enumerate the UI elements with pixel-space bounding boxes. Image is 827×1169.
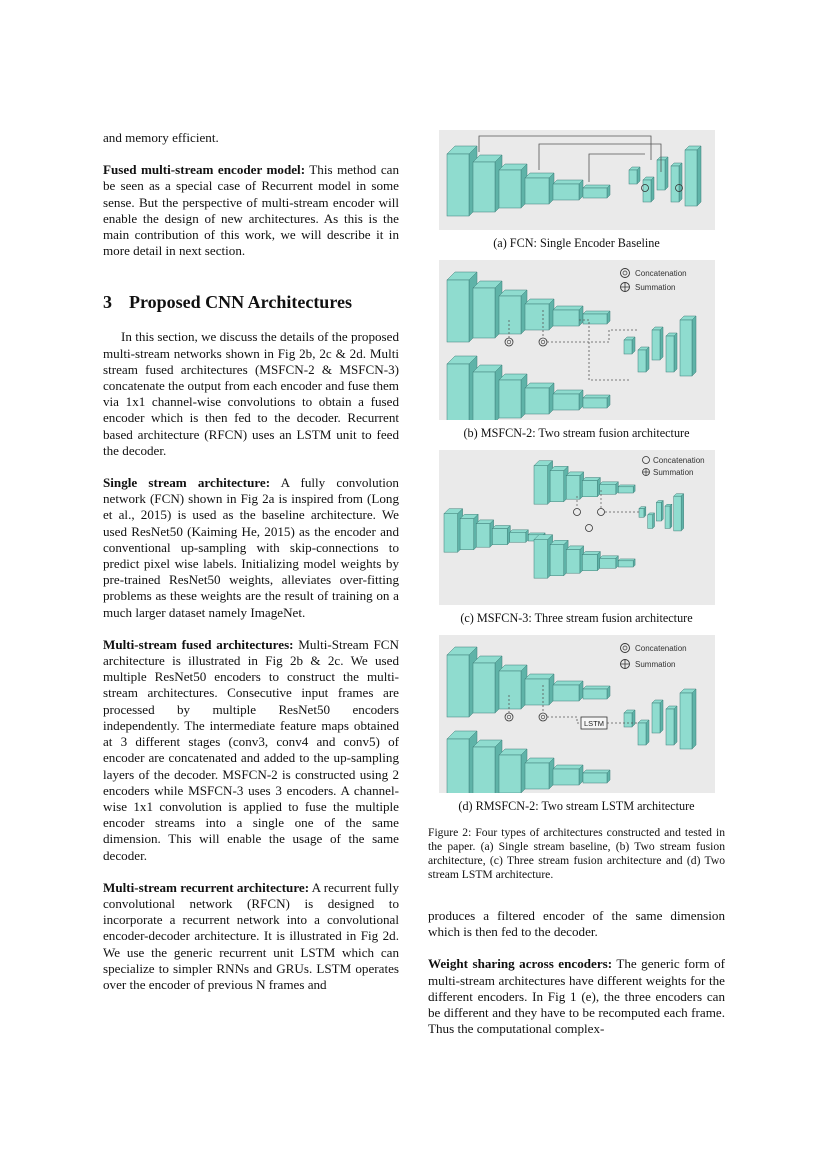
layer-block	[638, 347, 649, 372]
legend-concatenation-label: Concatenation	[634, 269, 687, 278]
para-body: A fully convolution network (FCN) shown in Fig 2a is inspired from (Long et al., 2015) is used as the baseline architecture. We used ResNet50 (Kaiming He, 2015) as the encoder and conventional up-sampling with skip-connections to predict pixel wise labels. Initializing model weights by pre-trained ResNet50 weights, alleviates over-fitting problems as these weights are the result of training on a much larger dataset namely ImageNet.	[103, 475, 399, 620]
layer-block	[499, 665, 527, 709]
layer-block	[553, 681, 583, 701]
layer-block	[447, 647, 477, 717]
layer-block	[499, 749, 527, 793]
subcaption-d: (d) RMSFCN-2: Two stream LSTM architecture	[458, 799, 695, 813]
layer-block	[447, 146, 477, 216]
layer-block	[447, 731, 477, 793]
subcaption-c: (c) MSFCN-3: Three stream fusion architecture	[460, 611, 693, 625]
layer-block	[657, 157, 668, 190]
layer-block	[553, 765, 583, 785]
para-produces-filtered: produces a filtered encoder of the same dimension which is then fed to the decoder.	[428, 908, 725, 940]
layer-block	[447, 356, 477, 420]
para-multi-stream-recurrent	[103, 880, 399, 993]
layer-block	[583, 686, 610, 699]
layer-block	[473, 740, 502, 793]
para-heading: Multi-stream fused architectures:	[103, 636, 294, 652]
layer-block	[447, 272, 477, 342]
legend-summation-label: Summation	[652, 468, 693, 477]
layer-block	[509, 530, 528, 542]
layer-block	[583, 770, 610, 783]
layer-block	[525, 299, 554, 330]
layer-block	[582, 552, 600, 571]
right-column	[428, 130, 725, 1037]
layer-block	[618, 485, 635, 493]
layer-block	[499, 290, 527, 334]
layer-block	[553, 306, 583, 326]
para-body: This method can be seen as a special case of Recurrent model in some sense. But the perspective of multi-stream encoder will enable the design of new architectures. As this is the main contribution of this work, we will describe it in more detail in next section.	[103, 162, 399, 259]
layer-block	[582, 478, 600, 497]
layer-block	[665, 504, 672, 528]
layer-block	[525, 383, 554, 414]
layer-block	[525, 674, 554, 705]
layer-block	[666, 706, 677, 745]
layer-block	[553, 180, 583, 200]
lstm-label: LSTM	[583, 719, 604, 728]
layer-block	[473, 155, 502, 212]
para-heading: Single stream architecture:	[103, 475, 271, 491]
diagram-fcn	[439, 130, 715, 230]
layer-block	[652, 327, 663, 360]
layer-block	[656, 501, 663, 521]
para-weight-sharing	[428, 956, 725, 1037]
layer-block	[673, 494, 683, 531]
layer-block	[550, 466, 568, 501]
layer-block	[499, 164, 527, 208]
diagram-msfcn-3	[439, 450, 715, 605]
layer-block	[550, 540, 568, 575]
layer-block	[652, 700, 663, 733]
para-memory-efficient: and memory efficient.	[103, 130, 219, 145]
layer-block	[647, 513, 654, 529]
layer-block	[534, 461, 553, 504]
subcaption-b: (b) MSFCN-2: Two stream fusion architecture	[463, 426, 690, 440]
lstm-block	[581, 717, 607, 729]
layer-block	[492, 526, 510, 545]
figure-caption: Figure 2: Four types of architectures constructed and tested in the paper. (a) Single stream baseline, (b) Two stream fusion architecture, (c) Three stream fusion architecture and (d) Two stream LSTM architecture.	[428, 826, 725, 881]
layer-block	[671, 163, 682, 202]
diagram-rmsfcn-2	[439, 635, 715, 793]
layer-block	[473, 281, 502, 338]
para-multi-stream-fused	[103, 637, 399, 864]
layer-block	[534, 535, 553, 578]
figure-2	[428, 130, 725, 882]
layer-block	[553, 390, 583, 410]
layer-block	[499, 374, 527, 418]
layer-block	[680, 689, 696, 749]
layer-block	[624, 337, 635, 354]
layer-block	[629, 167, 640, 184]
para-heading: Fused multi-stream encoder model:	[103, 162, 306, 178]
layer-block	[583, 185, 610, 198]
para-fused-multistream	[103, 162, 399, 259]
layer-block	[599, 482, 618, 494]
layer-block	[680, 316, 696, 376]
para-body: Multi-Stream FCN architecture is illustrated in Fig 2b & 2c. We used multiple ResNet50 encoders to construct the multi-stream architectures. Consecutive input frames are processed by multiple ResNet50 encoders independently. The intermediate feature maps obtained at 3 different stages (conv3, conv4 and conv5) of encoder are concatenated and added to the up-sampling layers of the decoder. MSFCN-2 is constructed using 2 encoders while MSFCN-3 uses 3 encoders. A channel-wise 1x1 convolution is applied to fuse the multiple encoder streams into a single one of the same dimension. This will enable the usage of the same decoder.	[103, 636, 399, 863]
layer-block	[566, 546, 583, 573]
layer-block	[624, 710, 635, 727]
para-single-stream	[103, 475, 399, 621]
layer-block	[566, 472, 583, 499]
layer-block	[599, 556, 618, 568]
legend-concatenation-label: Concatenation	[652, 456, 705, 465]
subcaption-a: (a) FCN: Single Encoder Baseline	[493, 236, 660, 250]
layer-block	[638, 720, 649, 745]
layer-block	[460, 514, 478, 549]
para-heading: Multi-stream recurrent architecture:	[103, 879, 310, 895]
layer-block	[583, 311, 610, 324]
section-number: 3	[103, 292, 112, 313]
legend-summation-label: Summation	[634, 660, 675, 669]
layer-block	[583, 395, 610, 408]
layer-block	[473, 656, 502, 713]
layer-block	[685, 146, 701, 206]
layer-block	[618, 559, 635, 567]
layer-block	[639, 507, 646, 518]
para-heading: Weight sharing across encoders:	[428, 956, 613, 972]
legend-summation-label: Summation	[634, 283, 675, 292]
section-heading	[103, 291, 399, 313]
left-column	[103, 130, 399, 993]
diagram-msfcn-2	[439, 260, 715, 420]
para-section-intro: In this section, we discuss the details of the proposed multi-stream networks shown in Fig 2b, 2c & 2d. Multi stream fused architectures (MSFCN-2 & MSFCN-3) concatenate the output from each encoder and fuse them via 1x1 channel-wise convolutions to obtain a fused encoder which is then fed to the decoder. Recurrent based architecture (RFCN) uses an LSTM unit to feed the decoder.	[103, 329, 399, 458]
layer-block	[666, 333, 677, 372]
para-body: A recurrent fully convolutional network (RFCN) is designed to incorporate a recurrent network into a convolutional encoder-decoder architecture. It is illustrated in Fig 2d. We use the generic recurrent unit LSTM which can specialize to simpler RNNs and GRUs. LSTM operates over the encoder of previous N frames and	[103, 879, 399, 992]
layer-block	[473, 365, 502, 420]
section-title: Proposed CNN Architectures	[129, 292, 352, 313]
layer-block	[476, 520, 493, 547]
para-body: The generic form of multi-stream architectures have different weights for the different encoders. In Fig 1 (e), the three encoders can be different and they have to be recomputed each frame. Thus the computational complex-	[428, 956, 725, 1037]
layer-block	[525, 173, 554, 204]
layer-block	[525, 758, 554, 789]
legend-concatenation-label: Concatenation	[634, 644, 687, 653]
layer-block	[444, 509, 463, 552]
